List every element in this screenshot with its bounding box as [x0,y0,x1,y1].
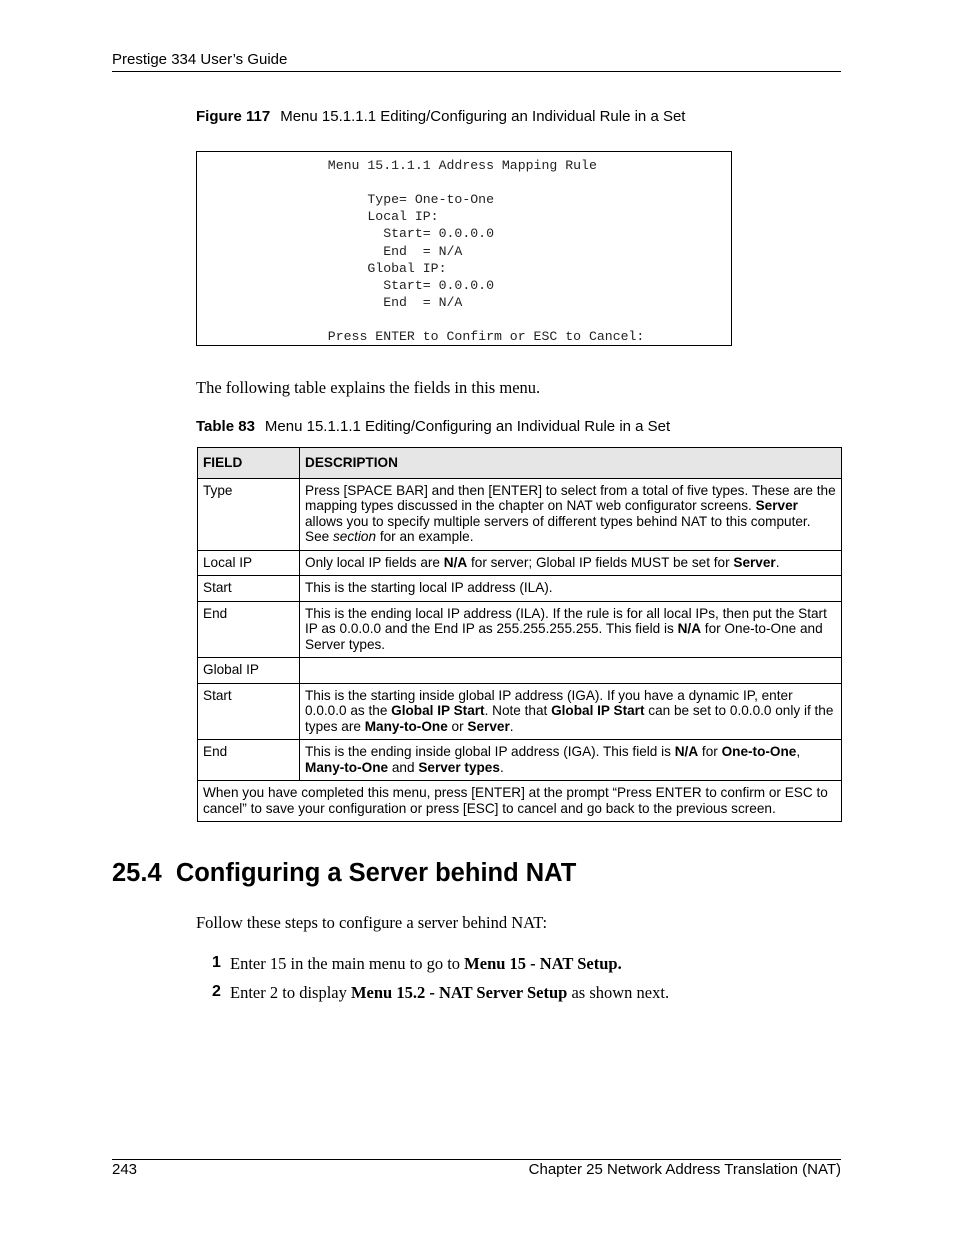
text-run: as shown next. [567,983,670,1002]
bold-text: Menu 15.2 - NAT Server Setup [350,983,568,1002]
running-header: Prestige 334 User’s Guide [112,51,288,68]
section-number: 25.4 [112,859,162,887]
table-caption [196,418,670,435]
bold-text: N/A [674,744,699,759]
text-run: and [388,759,419,775]
text-run: This is the starting inside global IP address (IGA). If you have a dynamic IP, enter 0.0.0.0 as the [305,687,793,718]
bold-text: Server types [418,759,500,775]
description-cell [300,658,842,684]
field-cell: End [198,740,300,781]
table-row [198,658,842,684]
table-row [198,683,842,740]
terminal-line: Global IP: [217,260,447,276]
table-intro-text: The following table explains the fields in this menu. [196,378,541,397]
text-run: This is the ending inside global IP address (IGA). This field is [305,744,675,759]
terminal-line: Type= One-to-One [217,192,494,208]
bold-text: N/A [677,621,702,636]
bold-text: Many-to-One [305,759,389,775]
table-row [198,576,842,602]
text-run: or [447,718,468,734]
field-column-header: FIELD [198,448,300,479]
terminal-line: Menu 15.1.1.1 Address Mapping Rule [217,158,597,173]
field-cell: Type [198,478,300,550]
table-header-row [198,448,842,479]
text-run: . [509,718,514,734]
footer-rule [112,1159,841,1160]
field-cell: Start [198,683,300,740]
table-row [198,740,842,781]
section-title: Configuring a Server behind NAT [175,859,577,887]
bold-text: N/A [443,554,468,570]
bold-text: Server [733,554,776,570]
table-title: Menu 15.1.1.1 Editing/Configuring an Individual Rule in a Set [264,418,671,435]
field-cell: Start [198,576,300,602]
text-run: , [796,744,801,759]
description-cell [300,740,842,781]
figure-title: Menu 15.1.1.1 Editing/Configuring an Individual Rule in a Set [280,108,686,125]
bold-text: Many-to-One [364,718,448,734]
field-cell: End [198,601,300,658]
description-cell [300,478,842,550]
terminal-line: Start= 0.0.0.0 [217,226,494,242]
description-cell [300,576,842,602]
field-cell: Global IP [198,658,300,684]
text-run: Only local IP fields are [305,554,444,570]
description-column-header: DESCRIPTION [300,448,842,479]
step-number: 2 [212,983,221,1000]
terminal-screen [196,151,732,346]
description-cell [300,683,842,740]
fields-table-body [198,478,842,822]
bold-text: Server [755,498,798,513]
field-cell: Local IP [198,550,300,576]
bold-text: Server [467,718,510,734]
figure-number: Figure 117 [196,108,271,125]
text-run: Enter 2 to display [230,983,351,1002]
text-run: This is the ending local IP address (ILA). If the rule is for all local IPs, then put the Start IP as 0.0.0.0 and the End IP as 255.255.255.255. This field is [305,605,827,636]
text-run: for server; Global IP fields MUST be set for [467,554,734,570]
table-row [198,478,842,550]
terminal-line: Local IP: [217,209,439,225]
text-run: for [698,744,722,759]
text-run: Enter 15 in the main menu to go to [230,954,465,973]
table-footer-row [198,781,842,822]
text-run: for an example. [376,529,474,544]
table-number: Table 83 [196,418,255,435]
terminal-line: End = N/A [217,243,463,259]
text-run: This is the starting local IP address (ILA). [305,580,553,595]
bold-text: One-to-One [721,744,797,759]
description-cell [300,601,842,658]
table-row [198,601,842,658]
header-rule [112,71,841,72]
text-run: . [775,554,780,570]
section-intro: Follow these steps to configure a server behind NAT: [196,913,548,932]
text-run: . [499,759,504,775]
section-heading [112,859,576,888]
text-run: for One-to-One and Server types. [305,621,823,652]
description-cell [300,550,842,576]
bold-text: Menu 15 - NAT Setup. [464,954,622,973]
text-run: . Note that [484,703,552,718]
terminal-line: Start= 0.0.0.0 [217,277,494,293]
bold-text: Global IP Start [551,703,645,718]
text-run: allows you to specify multiple servers of different types behind NAT to this computer. See [305,513,811,544]
text-run: Press [SPACE BAR] and then [ENTER] to select from a total of five types. These are the mapping types discussed in the chapter on NAT web configurator screens. [305,482,836,513]
terminal-line: Press ENTER to Confirm or ESC to Cancel: [217,329,645,344]
bold-text: Global IP Start [391,703,485,718]
page-number: 243 [112,1161,138,1178]
step-text [230,983,669,1003]
chapter-title: Chapter 25 Network Address Translation (NAT) [528,1161,841,1178]
terminal-line: End = N/A [217,294,463,310]
figure-caption [196,108,685,125]
text-run: can be set to 0.0.0.0 only if the types are [305,703,834,734]
italic-text: section [332,529,377,544]
table-row [198,550,842,576]
fields-table [197,447,842,822]
table-footer-note: When you have completed this menu, press [ENTER] at the prompt “Press ENTER to confirm or ESC to cancel” to save your configuration or press [ESC] to cancel and go back to the previous screen. [198,781,842,822]
step-text [230,954,622,974]
step-number: 1 [212,954,221,971]
